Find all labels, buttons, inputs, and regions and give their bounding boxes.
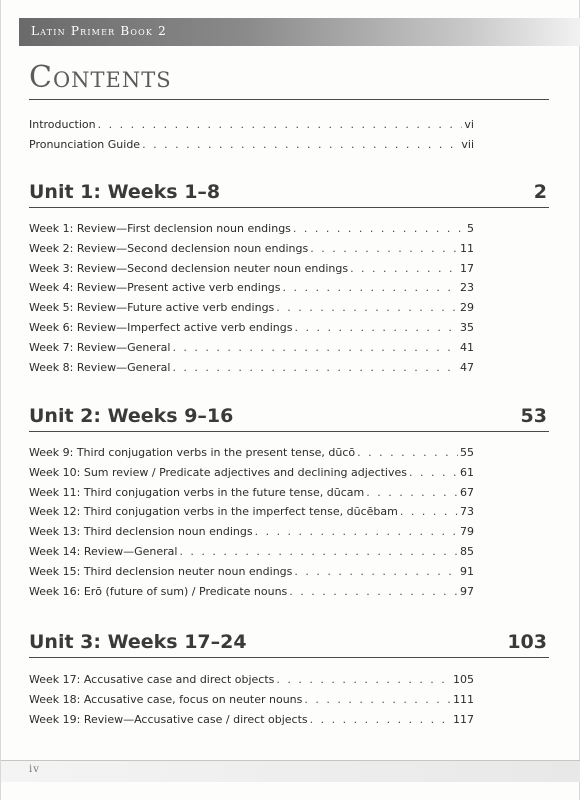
toc-entry-label: Week 8: Review—General	[29, 360, 171, 374]
leader-dots	[357, 446, 458, 459]
toc-entry-page: 97	[460, 584, 474, 598]
toc-entry-week	[29, 486, 474, 502]
toc-entry-week	[29, 341, 474, 357]
footer-page-number: iv	[29, 764, 40, 775]
toc-entry-page: 85	[460, 545, 474, 558]
book-title: Latin Primer Book 2	[31, 24, 167, 38]
toc-entry-introduction	[29, 118, 474, 134]
toc-entry-page: vii	[461, 138, 474, 151]
toc-entry-week	[29, 242, 474, 258]
toc-entry-week	[29, 693, 474, 709]
leader-dots	[179, 545, 458, 558]
toc-entry-label: Week 6: Review—Imperfect active verb endings	[29, 321, 293, 334]
toc-entry-week	[29, 321, 474, 337]
toc-entry-page: 91	[460, 564, 474, 578]
toc-entry-label: Introduction	[29, 118, 96, 131]
toc-entry-week	[29, 222, 474, 238]
unit-heading: Unit 1: Weeks 1–8	[29, 181, 221, 203]
unit-page-number: 2	[533, 181, 547, 203]
toc-entry-page: 61	[460, 465, 474, 479]
toc-entry-label: Week 3: Review—Second declension neuter noun endings	[29, 261, 349, 275]
toc-entry-label: Week 7: Review—General	[29, 340, 171, 354]
toc-entry-week	[29, 446, 474, 462]
leader-dots	[294, 321, 458, 334]
toc-entry-page: 41	[460, 340, 474, 354]
toc-entry-label: Week 1: Review—First declension noun endings	[29, 222, 291, 235]
leader-dots	[172, 341, 458, 354]
toc-entry-page: 17	[460, 261, 474, 275]
unit-heading: Unit 3: Weeks 17–24	[29, 631, 247, 653]
toc-entry-week	[29, 525, 474, 541]
toc-entry-label: Week 13: Third declension noun endings	[29, 525, 253, 539]
toc-entry-label: Week 11: Third conjugation verbs in the future tense, dūcam	[29, 485, 365, 499]
leader-dots	[310, 713, 451, 726]
leader-dots	[283, 281, 458, 294]
toc-entry-week	[29, 262, 474, 278]
toc-entry-page: 73	[460, 505, 474, 519]
running-header	[19, 18, 580, 46]
toc-entry-label: Week 4: Review—Present active verb endings	[29, 281, 281, 295]
toc-entry-label: Week 12: Third conjugation verbs in the imperfect tense, dūcēbam	[29, 505, 398, 519]
toc-entry-page: 111	[453, 692, 474, 706]
toc-entry-label: Week 2: Review—Second declension noun endings	[29, 241, 309, 255]
leader-dots	[294, 565, 458, 578]
toc-entry-page: 105	[453, 673, 474, 686]
title-rule	[29, 99, 549, 100]
toc-entry-label: Week 5: Review—Future active verb endings	[29, 301, 275, 315]
leader-dots	[276, 673, 451, 686]
toc-entry-page: vi	[464, 118, 474, 131]
toc-entry-week	[29, 466, 474, 482]
toc-entry-page: 23	[460, 281, 474, 295]
leader-dots	[400, 505, 458, 518]
leader-dots	[276, 301, 458, 314]
toc-entry-label: Week 10: Sum review / Predicate adjectives and declining adjectives	[29, 465, 407, 479]
toc-entry-page: 79	[460, 525, 474, 539]
unit-rule	[29, 207, 549, 208]
toc-entry-page: 55	[460, 446, 474, 459]
leader-dots	[255, 525, 458, 538]
leader-dots	[366, 486, 458, 499]
toc-entry-week	[29, 565, 474, 581]
toc-entry-week	[29, 281, 474, 297]
toc-entry-week	[29, 713, 474, 729]
toc-entry-label: Week 18: Accusative case, focus on neuter nouns	[29, 692, 303, 706]
unit-page-number: 103	[507, 631, 547, 653]
unit-rule	[29, 657, 549, 658]
toc-entry-label: Week 9: Third conjugation verbs in the present tense, dūcō	[29, 446, 356, 459]
toc-entry-week	[29, 301, 474, 317]
toc-entry-label: Week 17: Accusative case and direct objects	[29, 673, 275, 686]
toc-entry-page: 35	[460, 321, 474, 334]
toc-entry-page: 117	[453, 712, 474, 726]
leader-dots	[350, 262, 458, 275]
leader-dots	[289, 585, 458, 598]
toc-entry-page: 5	[467, 222, 474, 235]
leader-dots	[304, 693, 451, 706]
unit-page-number: 53	[520, 405, 547, 427]
toc-entry-week	[29, 673, 474, 689]
leader-dots	[172, 361, 458, 374]
toc-entry-page: 47	[460, 360, 474, 374]
leader-dots	[293, 222, 465, 235]
leader-dots	[142, 138, 459, 151]
toc-entry-pronunciation	[29, 138, 474, 154]
toc-entry-page: 11	[460, 241, 474, 255]
leader-dots	[409, 466, 458, 479]
toc-entry-week	[29, 545, 474, 561]
leader-dots	[310, 242, 458, 255]
unit-heading: Unit 2: Weeks 9–16	[29, 405, 234, 427]
footer-rule	[1, 760, 580, 761]
footer-band	[1, 760, 580, 782]
toc-entry-label: Pronunciation Guide	[29, 138, 141, 151]
toc-entry-label: Week 14: Review—General	[29, 545, 178, 558]
toc-entry-week	[29, 505, 474, 521]
toc-entry-label: Week 19: Review—Accusative case / direct objects	[29, 712, 308, 726]
toc-entry-week	[29, 361, 474, 377]
toc-entry-page: 67	[460, 485, 474, 499]
toc-entry-week	[29, 585, 474, 601]
page-title: Contents	[29, 60, 172, 95]
leader-dots	[98, 118, 463, 131]
toc-entry-label: Week 16: Erō (future of sum) / Predicate nouns	[29, 584, 288, 598]
toc-entry-page: 29	[460, 301, 474, 315]
toc-entry-label: Week 15: Third declension neuter noun endings	[29, 564, 293, 578]
unit-rule	[29, 431, 549, 432]
